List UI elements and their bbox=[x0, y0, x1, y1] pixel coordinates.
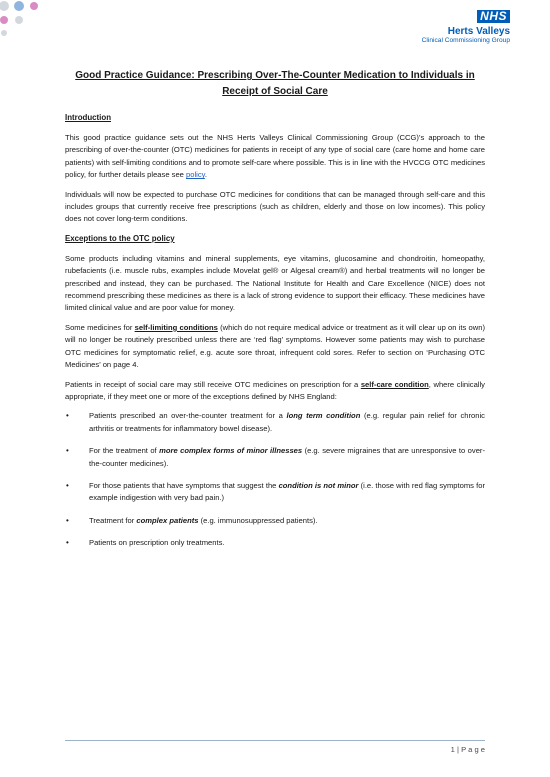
text: (e.g. severe migraines that are unresponsive to over-the-counter medicines). bbox=[89, 446, 485, 468]
bullet-icon: • bbox=[66, 411, 69, 421]
list-item bbox=[65, 515, 485, 527]
text: Some medicines for bbox=[65, 322, 133, 332]
bullet-icon: • bbox=[66, 538, 69, 548]
decorative-dots bbox=[0, 0, 70, 50]
text: , where clinically appropriate, if they meet one or more of the exceptions defined by NHS England: bbox=[65, 379, 485, 401]
text: (e.g. immunosuppressed patients). bbox=[200, 515, 318, 525]
organisation-name: Herts Valleys bbox=[447, 26, 510, 37]
organisation-subtitle: Clinical Commissioning Group bbox=[421, 37, 510, 44]
text: Patients on prescription only treatments. bbox=[89, 538, 225, 548]
nhs-badge: NHS bbox=[477, 10, 510, 23]
footer-divider bbox=[65, 740, 485, 741]
text: For those patients that have symptoms that suggest the bbox=[89, 480, 277, 490]
emphasis: complex patients bbox=[136, 515, 199, 525]
emphasis: more complex forms of minor illnesses bbox=[159, 446, 303, 456]
list-item bbox=[65, 445, 485, 470]
text: (which do not require medical advice or treatment as it will clear up on its own) will no longer be routinely prescribed unless there are ‘red flag’ symptoms. However some patients may wish to purchase OTC medicines for symptomatic relief, e.g. acute sore throat, infrequent cold sores. Refer to section on ‘Purchasing OTC Medicines’ on page 4. bbox=[65, 322, 486, 370]
emphasis-self-limiting: self-limiting conditions bbox=[134, 322, 218, 332]
list-item bbox=[65, 480, 485, 505]
emphasis-self-care: self-care condition bbox=[360, 379, 429, 389]
intro-text: This good practice guidance sets out the NHS Herts Valleys Clinical Commissioning Group (CCG)’s approach to the prescribing of over-the-counter (OTC) medicines for patients in receipt of any type of social care (care home and home care patients) with self-limiting conditions and to promote self-care where possible. This is in line with the HVCCG OTC medicines policy, for further details please see bbox=[65, 133, 485, 180]
emphasis: long term condition bbox=[286, 411, 361, 421]
text: (i.e. those with red flag symptoms for example indigestion with very bad pain.) bbox=[89, 480, 485, 503]
exceptions-paragraph-2 bbox=[65, 322, 485, 372]
policy-link[interactable]: policy bbox=[186, 170, 205, 180]
bullet-icon: • bbox=[66, 515, 69, 525]
intro-paragraph-1 bbox=[65, 132, 485, 182]
text: (e.g. regular pain relief for chronic arthritis or treatments for inflammatory bowel disease). bbox=[89, 411, 485, 433]
text: Treatment for bbox=[89, 515, 135, 525]
document-title: Good Practice Guidance: Prescribing Over-The-Counter Medication to Individuals in Receipt of Social Care bbox=[75, 70, 475, 97]
nhs-logo bbox=[418, 7, 510, 45]
page-number: 1 | P a g e bbox=[450, 745, 485, 754]
list-item bbox=[65, 537, 485, 549]
list-item bbox=[65, 410, 485, 435]
bullet-icon: • bbox=[66, 480, 69, 490]
intro-text-end: . bbox=[204, 170, 207, 180]
exceptions-paragraph-3 bbox=[65, 379, 485, 404]
document-body bbox=[65, 68, 485, 560]
section-heading-introduction: Introduction bbox=[65, 113, 112, 122]
text: Patients prescribed an over-the-counter treatment for a bbox=[89, 411, 283, 421]
text: Patients in receipt of social care may still receive OTC medicines on prescription for a bbox=[65, 379, 359, 389]
section-heading-exceptions: Exceptions to the OTC policy bbox=[65, 233, 175, 243]
emphasis: condition is not minor bbox=[278, 480, 359, 490]
intro-paragraph-2: Individuals will now be expected to purchase OTC medicines for conditions that can be managed through self-care and this includes groups that currently receive free prescriptions (such as children, elderly and those on low incomes). This policy does not cover long-term conditions. bbox=[65, 189, 485, 224]
text: For the treatment of bbox=[89, 446, 157, 456]
exceptions-paragraph-1: Some products including vitamins and mineral supplements, eye vitamins, glucosamine and chondroitin, homeopathy, rubefacients (i.e. muscle rubs, examples include Movelat gel® or Algesal cream®) and herbal treatments will no longer be prescribed and instead, they can be purchased. The National Institute for Health and Care Excellence (NICE) does not recommend prescribing these medicines as there is a lack of strong evidence to support their efficacy. These medicines have limited clinical value and are poor value for money. bbox=[65, 253, 485, 313]
exceptions-list bbox=[65, 410, 485, 549]
bullet-icon: • bbox=[66, 446, 69, 456]
